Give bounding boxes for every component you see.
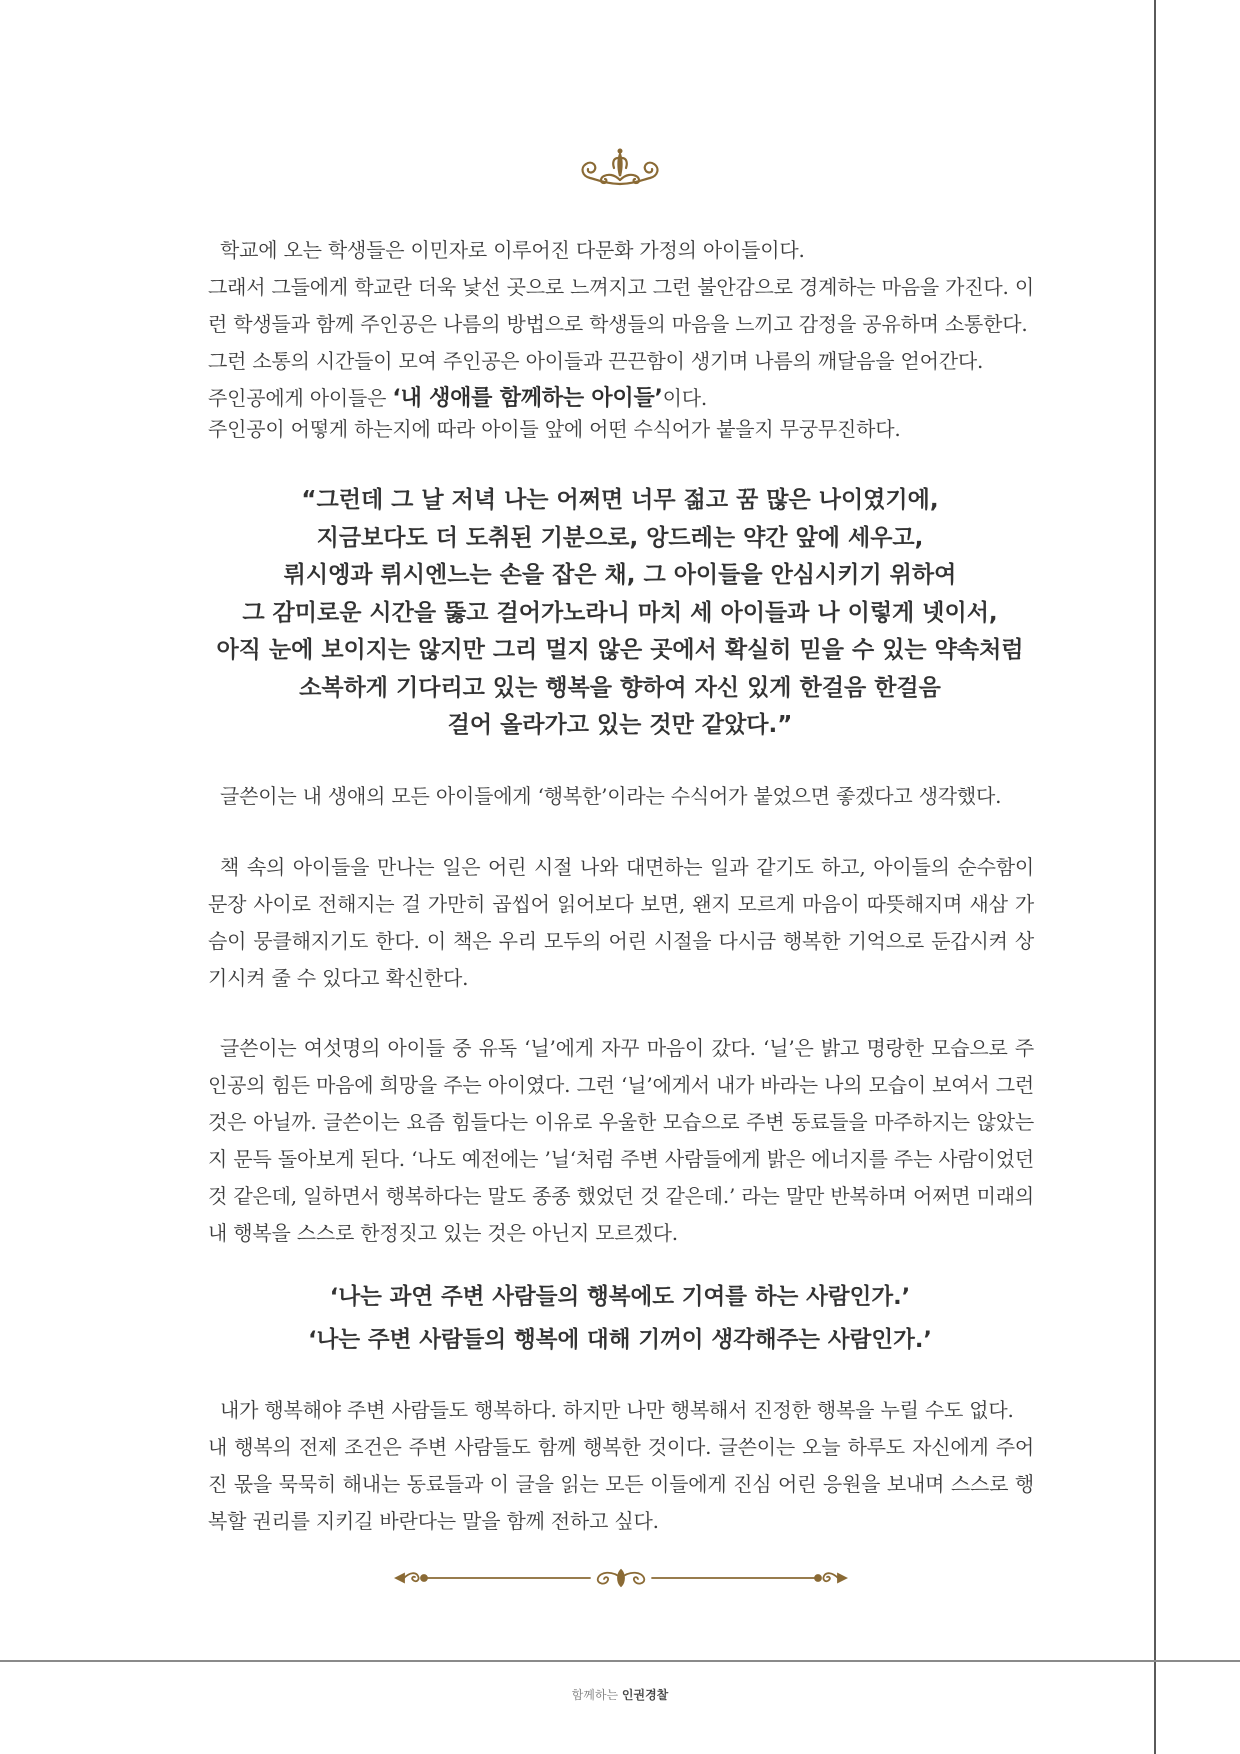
- quote-line: 걸어 올라가고 있는 것만 같았다.”: [447, 712, 793, 738]
- reflection-questions: [190, 1276, 1050, 1362]
- book-paragraph: 책 속의 아이들을 만나는 일은 어린 시절 나와 대면하는 일과 같기도 하고, 아이들의 순수함이 문장 사이로 전해지는 걸 가만히 곱씹어 읽어보다 보면, 왠지 모르게 마음이 따뜻해지며 새삼 가슴이 뭉클해지기도 한다. 이 책은 우리 모두의 어린 시절을 다시금 행복한 기억으로 둔갑시켜 상기시켜 줄 수 있다고 확신한다.: [208, 855, 1034, 990]
- quote-passage: [190, 482, 1050, 745]
- closing-line-1: 내가 행복해야 주변 사람들도 행복하다. 하지만 나만 행복해서 진정한 행복을 누릴 수도 없다.: [220, 1398, 1014, 1422]
- footer-publication-title: [0, 1686, 1240, 1703]
- flourish-ornament-top-icon: [578, 146, 662, 190]
- footer-prefix: 함께하는: [571, 1688, 619, 1702]
- reflection-question: ‘나는 과연 주변 사람들의 행복에도 기여를 하는 사람인가.’: [329, 1284, 911, 1310]
- closing-line-2: 내 행복의 전제 조건은 주변 사람들도 함께 행복한 것이다. 글쓴이는 오늘 하루도 자신에게 주어진 몫을 묵묵히 해내는 동료들과 이 글을 읽는 모든 이들에게 진심 어린 응원을 보내며 스스로 행복할 권리를 지키길 바란다는 말을 함께 전하고 싶다.: [208, 1435, 1034, 1533]
- quote-line: 그 감미로운 시간을 뚫고 걸어가노라니 마치 세 아이들과 나 이렇게 넷이서,: [242, 599, 998, 626]
- page-edge-vertical-rule: [1154, 0, 1156, 1754]
- intro-line-4-post: 이다.: [662, 386, 708, 410]
- quote-line: “그런데 그 날 저녁 나는 어쩌면 너무 젊고 꿈 많은 나이였기에,: [301, 487, 939, 513]
- intro-line-2: 그래서 그들에게 학교란 더욱 낯선 곳으로 느껴지고 그런 불안감으로 경계하는 마음을 가진다. 이런 학생들과 함께 주인공은 나름의 방법으로 학생들의 마음을 느끼고 감정을 공유하며 소통한다.: [208, 275, 1034, 336]
- quote-line: 소복하게 기다리고 있는 행복을 향하여 자신 있게 한걸음 한걸음: [299, 674, 941, 701]
- quote-line: 뤼시엥과 뤼시엔느는 손을 잡은 채, 그 아이들을 안심시키기 위하여: [283, 562, 957, 588]
- intro-line-4-pre: 주인공에게 아이들은: [208, 386, 393, 410]
- intro-line-1: 학교에 오는 학생들은 이민자로 이루어진 다문화 가정의 아이들이다.: [220, 238, 805, 262]
- intro-emphasis: ‘내 생애를 함께하는 아이들’: [392, 386, 663, 411]
- intro-paragraph: [208, 232, 1034, 448]
- quote-line: 아직 눈에 보이지는 않지만 그리 멀지 않은 곳에서 확실히 믿을 수 있는 약속처럼: [216, 637, 1024, 663]
- reflection-question: ‘나는 주변 사람들의 행복에 대해 기꺼이 생각해주는 사람인가.’: [308, 1327, 932, 1353]
- quote-line: 지금보다도 더 도취된 기분으로, 앙드레는 약간 앞에 세우고,: [316, 524, 924, 551]
- wish-paragraph: 글쓴이는 내 생애의 모든 아이들에게 ‘행복한’이라는 수식어가 붙었으면 좋겠다고 생각했다.: [220, 784, 1002, 808]
- intro-line-5: 주인공이 어떻게 하는지에 따라 아이들 앞에 어떤 수식어가 붙을지 무궁무진하다.: [208, 417, 901, 441]
- neil-paragraph: 글쓴이는 여섯명의 아이들 중 유독 ‘닐’에게 자꾸 마음이 갔다. ‘닐’은 밝고 명랑한 모습으로 주인공의 힘든 마음에 희망을 주는 아이였다. 그런 ‘닐’에게서 내가 바라는 나의 모습이 보여서 그런 것은 아닐까. 글쓴이는 요즘 힘들다는 이유로 우울한 모습으로 주변 동료들을 마주하지는 않았는지 문득 돌아보게 된다. ‘나도 예전에는 ’닐‘처럼 주변 사람들에게 밝은 에너지를 주는 사람이었던 것 같은데, 일하면서 행복하다는 말도 종종 했었던 것 같은데.’ 라는 말만 반복하며 어쩌면 미래의 내 행복을 스스로 한정짓고 있는 것은 아닌지 모르겠다.: [208, 1036, 1034, 1245]
- footer-horizontal-rule: [0, 1660, 1240, 1662]
- divider-ornament-bottom-icon: [394, 1566, 848, 1590]
- intro-line-3: 그런 소통의 시간들이 모여 주인공은 아이들과 끈끈함이 생기며 나름의 깨달음을 얻어간다.: [208, 349, 984, 373]
- closing-paragraph: [208, 1392, 1034, 1540]
- footer-title: 인권경찰: [621, 1688, 669, 1702]
